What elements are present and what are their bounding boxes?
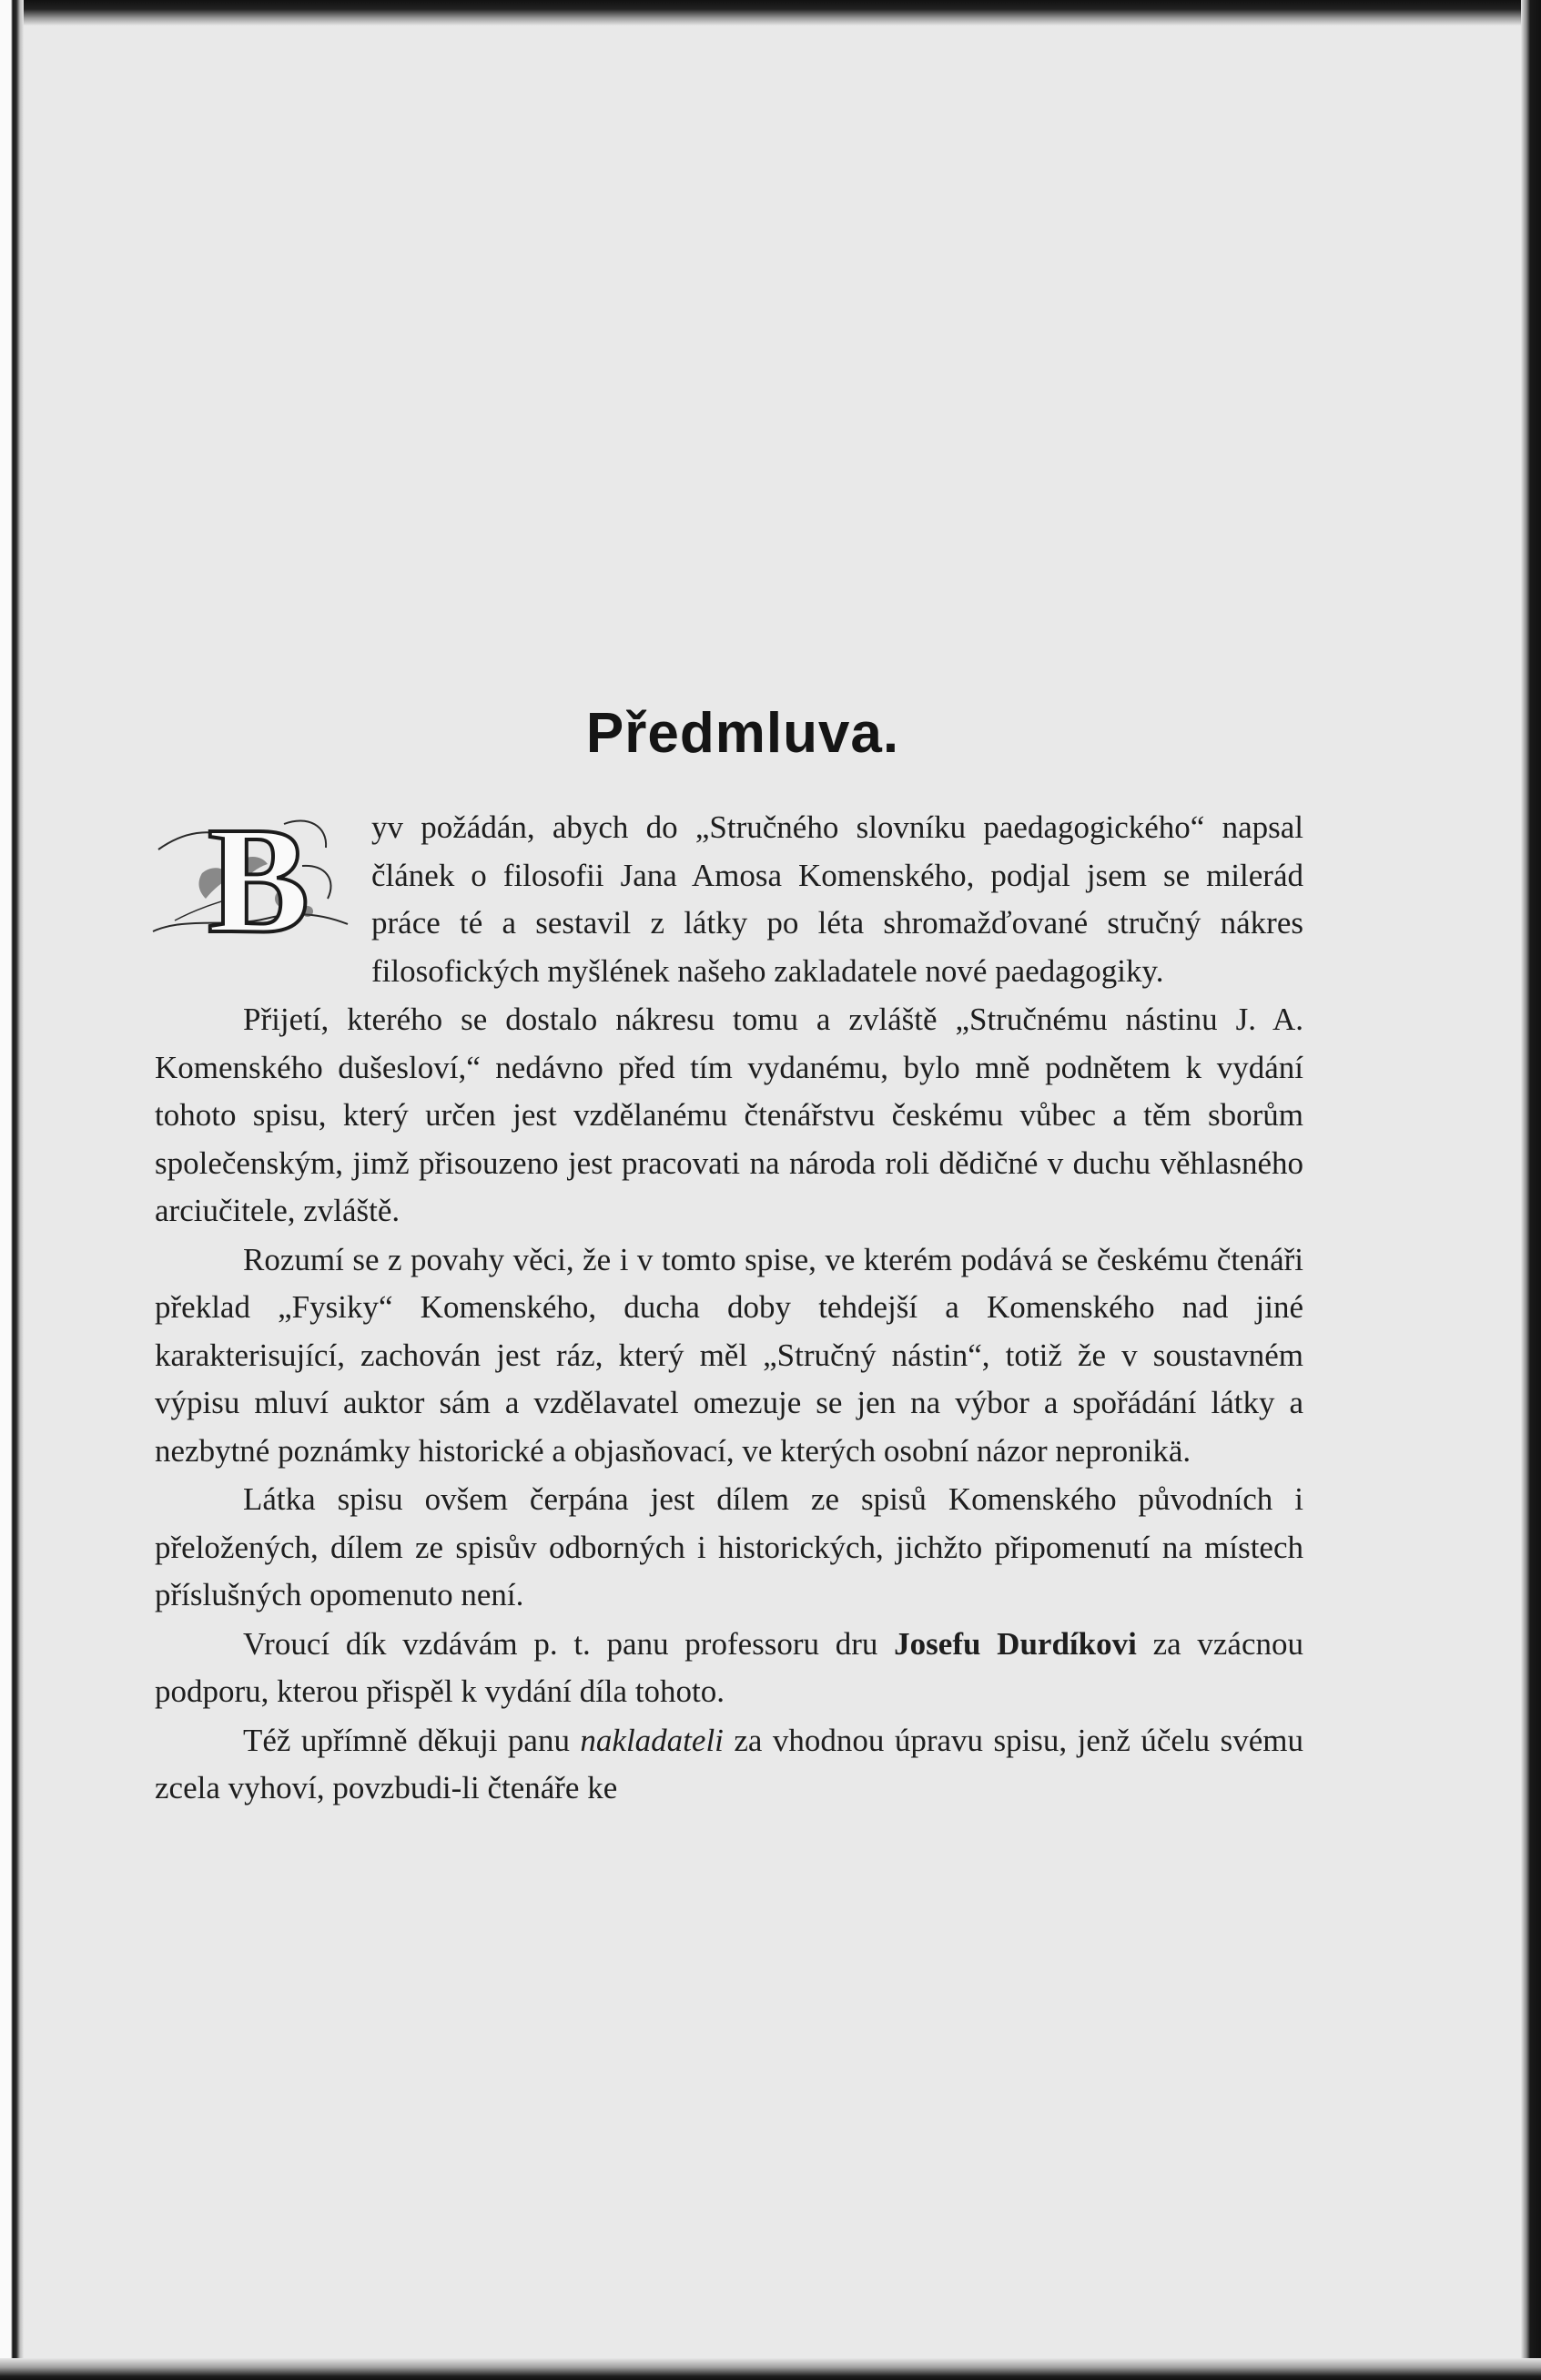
paragraph-3: Rozumí se z povahy věci, že i v tomto spise, ve kterém podává se českému čtenáři překlad „Fysiky“ Komenského, ducha doby tehdejší a Komenského nad jiné karakterisující, zachován jest ráz, který měl „Stručný nástin“, totiž že v soustavném výpisu mluví auktor sám a vzdělavatel omezuje se jen na výbor a spořádání látky a nezbytné poznámky historické a objasňovací, ve kterých osobní názor nepronikä. (155, 1241, 1303, 1469)
page-title: Předmluva. (585, 702, 900, 765)
paragraph-1 (155, 804, 1303, 995)
scan-border-bottom (0, 2358, 1541, 2380)
publisher-word: nakladateli (580, 1722, 724, 1758)
paragraph-5-text-a: Vroucí dík vzdávám p. t. panu professoru dru (243, 1625, 878, 1662)
paragraph-4: Látka spisu ovšem čerpána jest dílem ze spisů Komenského původních i přeložených, dílem ze spisův odborných i historických, jichžto připomenutí na místech příslušných opomenuto není. (155, 1481, 1303, 1612)
ornamental-initial-b-icon (147, 811, 359, 948)
paragraph-6-text-a: Též upřímně děkuji panu (243, 1722, 570, 1758)
scan-border-top (0, 0, 1541, 25)
paragraph-5 (155, 1621, 1303, 1716)
preface-text (155, 701, 1303, 1813)
paragraph-2: Přijetí, kterého se dostalo nákresu tomu a zvláště „Stručnému nástinu J. A. Komenského dušesloví,“ nedávno před tím vydanému, bylo mně podnětem k vydání tohoto spisu, který určen jest vzdělanému čtenářstvu českému vůbec a těm sborům společenským, jimž přisouzeno jest pracovati na národa roli dědičné v duchu věhlasného arciučitele, zvláště. (155, 1002, 1303, 1228)
paragraph-6 (155, 1717, 1303, 1813)
paragraph-6-text-b: za vhodnou úpravu spisu, jenž účelu svému zcela vyhoví, povzbudi-li čtenáře ke (155, 1722, 1303, 1805)
paragraph-1-text: yv požádán, abych do „Stručného slovníku paedagogického“ napsal článek o filosofii Jana Amosa Komenského, podjal jsem se milerád práce té a sestavil z látky po léta shromažďované stručný nákres filosofických myšlének našeho zakladatele nové paedagogiky. (371, 809, 1303, 989)
svg-text:B: B (208, 811, 310, 948)
paragraph-5-text-b: za vzácnou podporu, kterou přispěl k vydání díla tohoto. (155, 1625, 1303, 1709)
scan-border-right (1521, 0, 1541, 2380)
scan-border-left (0, 0, 24, 2380)
dedicatee-name: Josefu Durdíkovi (894, 1625, 1137, 1662)
